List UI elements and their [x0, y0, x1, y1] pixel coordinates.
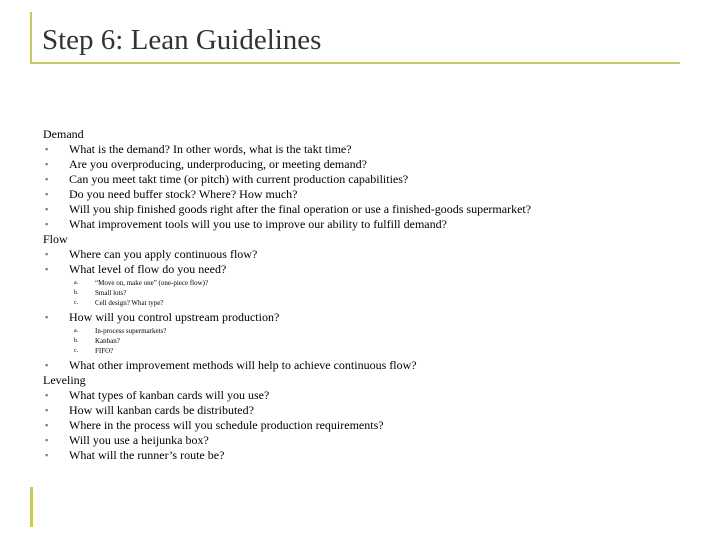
bullet-icon: ▪	[45, 312, 49, 322]
list-item: ▪ What types of kanban cards will you use?	[45, 388, 270, 402]
list-item: ▪ What improvement tools will you use to improve our ability to fulfill demand?	[45, 217, 447, 231]
list-item: ▪ Where can you apply continuous flow?	[45, 247, 258, 261]
bullet-icon: ▪	[45, 219, 49, 229]
bullet-icon: ▪	[45, 435, 49, 445]
bullet-icon: ▪	[45, 174, 49, 184]
title-underline	[30, 62, 680, 64]
bullet-icon: ▪	[45, 420, 49, 430]
bullet-icon: ▪	[45, 249, 49, 259]
flow-list	[43, 247, 683, 373]
list-item: ▪ Do you need buffer stock? Where? How much?	[45, 187, 298, 201]
list-item: ▪ Can you meet takt time (or pitch) with current production capabilities?	[45, 172, 409, 186]
list-item: ▪ How will kanban cards be distributed?	[45, 403, 254, 417]
sub-list-item: a. In-process supermarkets?	[74, 327, 167, 335]
footer-frame-mark	[30, 487, 33, 527]
bullet-icon: ▪	[45, 405, 49, 415]
sub-list-item: b. Kanban?	[74, 337, 120, 345]
sub-list-item: a. “Move on, make one” (one-piece flow)?	[74, 279, 209, 287]
section-heading-flow: Flow	[43, 232, 68, 246]
bullet-icon: ▪	[45, 189, 49, 199]
list-item: ▪ What other improvement methods will help to achieve continuous flow?	[45, 358, 417, 372]
list-item: ▪ What is the demand? In other words, what is the takt time?	[45, 142, 352, 156]
bullet-icon: ▪	[45, 360, 49, 370]
bullet-icon: ▪	[45, 159, 49, 169]
bullet-icon: ▪	[45, 264, 49, 274]
flow-level-sublist	[43, 277, 683, 310]
list-item: ▪ How will you control upstream production?	[45, 310, 280, 324]
list-item: ▪ Are you overproducing, underproducing, or meeting demand?	[45, 157, 367, 171]
slide-content	[43, 127, 683, 463]
title-frame-left	[30, 12, 32, 62]
sub-list-item: b. Small lots?	[74, 289, 127, 297]
leveling-list	[43, 388, 683, 463]
upstream-sublist	[43, 325, 683, 358]
section-heading-leveling: Leveling	[43, 373, 86, 387]
bullet-icon: ▪	[45, 144, 49, 154]
list-item: ▪ Will you ship finished goods right after the final operation or use a finished-goods supermarket?	[45, 202, 532, 216]
section-heading-demand: Demand	[43, 127, 84, 141]
bullet-icon: ▪	[45, 204, 49, 214]
sub-list-item: c. FIFO?	[74, 347, 114, 355]
sub-list-item: c. Cell design? What type?	[74, 299, 164, 307]
bullet-icon: ▪	[45, 390, 49, 400]
list-item: ▪ Will you use a heijunka box?	[45, 433, 209, 447]
list-item: ▪ What will the runner’s route be?	[45, 448, 225, 462]
demand-list	[43, 142, 683, 232]
bullet-icon: ▪	[45, 450, 49, 460]
list-item: ▪ Where in the process will you schedule production requirements?	[45, 418, 384, 432]
slide-title: Step 6: Lean Guidelines	[42, 24, 322, 56]
list-item: ▪ What level of flow do you need?	[45, 262, 227, 276]
